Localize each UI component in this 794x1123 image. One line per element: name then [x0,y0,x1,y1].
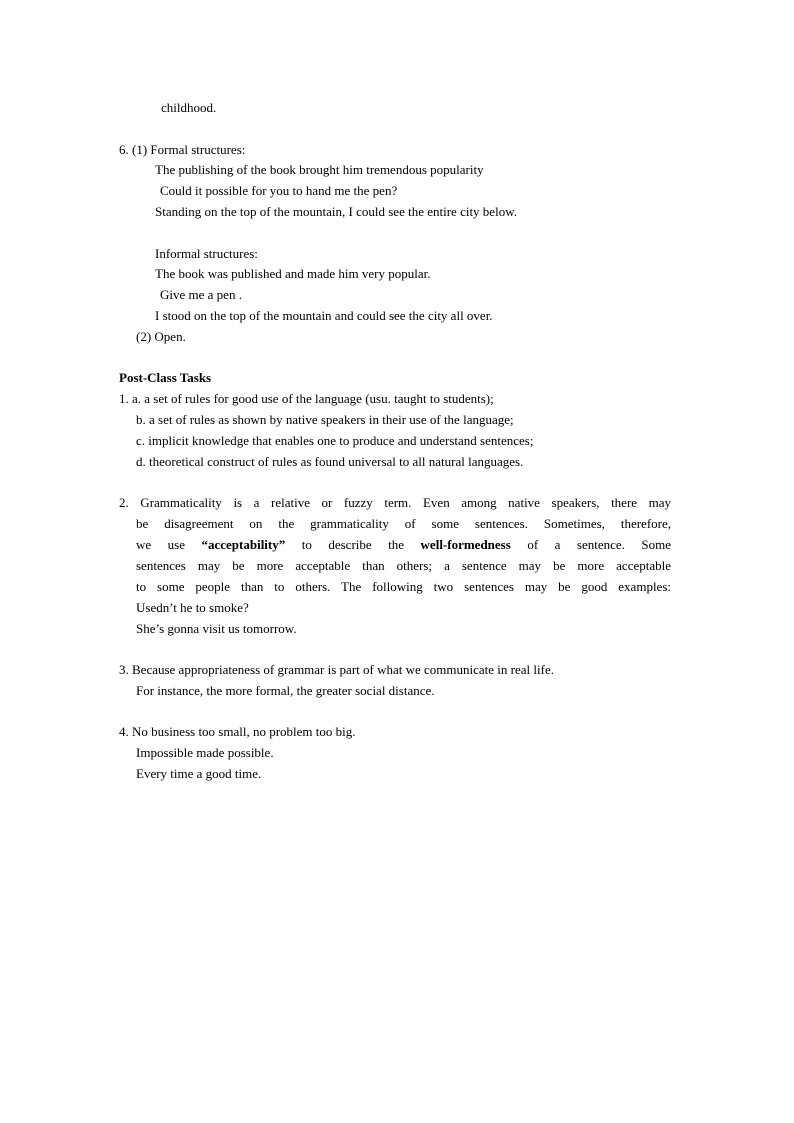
formal-example-1: The publishing of the book brought him tremendous popularity [155,162,484,177]
item-4-line-2: Impossible made possible. [136,745,274,760]
item-3-line-2: For instance, the more formal, the greater social distance. [136,683,435,698]
formal-example-2: Could it possible for you to hand me the pen? [160,183,398,198]
item-2-example-1: Usedn’t he to smoke? [136,600,249,615]
post-class-heading: Post-Class Tasks [119,370,212,385]
item-2-line-2: be disagreement on the grammaticality of some sentences. Sometimes, therefore, [136,516,671,531]
item-1b: b. a set of rules as shown by native speakers in their use of the language; [136,412,514,427]
item-2-line-4: sentences may be more acceptable than others; a sentence may be more acceptable [136,558,671,573]
item-2-line-1: 2. Grammaticality is a relative or fuzzy term. Even among native speakers, there may [119,495,671,510]
informal-example-3: I stood on the top of the mountain and could see the city all over. [155,308,493,323]
formal-example-3: Standing on the top of the mountain, I could see the entire city below. [155,204,517,219]
well-formedness-term: well-formedness [420,537,511,552]
item-2-line-3 [136,535,671,556]
informal-heading: Informal structures: [155,246,258,261]
item-2-line-3-part-a: we use [136,537,185,552]
item-4-line-3: Every time a good time. [136,766,262,781]
continued-text: childhood. [161,100,217,115]
acceptability-term: “acceptability” [201,537,286,552]
item-6-open: (2) Open. [136,329,186,344]
item-1a: 1. a. a set of rules for good use of the language (usu. taught to students); [119,391,494,406]
item-1d: d. theoretical construct of rules as found universal to all natural languages. [136,454,524,469]
item-4-line-1: 4. No business too small, no problem too big. [119,724,356,739]
item-3-line-1: 3. Because appropriateness of grammar is part of what we communicate in real life. [119,662,554,677]
informal-example-1: The book was published and made him very popular. [155,266,431,281]
item-2-line-5: to some people than to others. The following two sentences may be good examples: [136,579,671,594]
informal-example-2: Give me a pen . [160,287,242,302]
item-2-line-3-part-c: of a sentence. Some [527,537,672,552]
item-2-line-3-part-b: to describe the [301,537,405,552]
item-1c: c. implicit knowledge that enables one to produce and understand sentences; [136,433,534,448]
item-2-example-2: She’s gonna visit us tomorrow. [136,621,297,636]
item-6-formal-heading: 6. (1) Formal structures: [119,142,246,157]
